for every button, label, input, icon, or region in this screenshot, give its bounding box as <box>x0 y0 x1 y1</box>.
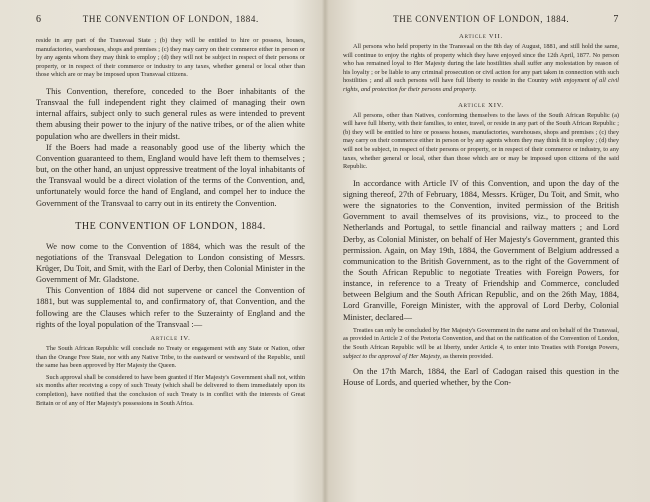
article-heading: Article VII. <box>459 33 503 40</box>
left-page-body <box>36 37 305 408</box>
italic-text: with enjoyment of all civil rights, and protection for their persons and property. <box>343 77 619 93</box>
paragraph-text: , as therein provided. <box>440 352 493 360</box>
right-page <box>327 0 650 502</box>
paragraph: All persons, other than Natives, conforming themselves to the laws of the South African Republic (a) will have full liberty, with their families, to enter, travel, or reside in any part of the South African Republic ; (b) they will be entitled to hire or possess houses, manufactories, warehouses, shops and premises ; (c) they may carry on their commerce either in person or by any agents whom they may think fit to employ ; (d) they will not be subject, in respect of their persons or property, or in respect of their commerce or industry, to any taxes, whether general or local, other than those which are or may be imposed upon citizens of the said Republic. <box>343 111 619 171</box>
left-page-header <box>36 14 306 25</box>
article-heading: Article IV. <box>150 334 191 342</box>
page-number: 6 <box>36 14 42 25</box>
running-head: THE CONVENTION OF LONDON, 1884. <box>82 14 259 24</box>
paragraph-text: Treaties can only be concluded by Her Majesty's Government in the name and on behalf of the Transvaal, as provided in Article 2 of the Pretoria Convention, and that on the ratification of the Convention of London, the South African Republic will be at liberty, under Article 4, to enter into Treaties with Foreign Powers, <box>343 326 620 351</box>
italic-text: subject to the approval of Her Majesty <box>343 352 440 360</box>
paragraph: The South African Republic will conclude no Treaty or engagement with any State or Nation, other than the Orange Free State, nor with any Native Tribe, to the eastward or westward of the Republic, until the same has been approved by Her Majesty the Queen. <box>36 344 305 370</box>
paragraph-text: All persons who held property in the Transvaal on the 8th day of August, 1881, and still hold the same, will continue to enjoy the rights of property which they have enjoyed since the 12th April, 1877. No person who has remained loyal to Her Majesty during the late hostilities shall suffer any molestation by reason of his loyalty ; or be liable to any criminal prosecution or civil action for any part taken in connection with such hostilities ; and all such persons will have full liberty to reside in the Country <box>343 43 619 85</box>
paragraph <box>343 327 619 361</box>
paragraph: Such approval shall be considered to have been granted if Her Majesty's Government shall not, within six months after receiving a copy of such Treaty (which shall be delivered to them immediately upon its completion), have notified that the conclusion of such Treaty is in conflict with the interests of Great Britain or of any of Her Majesty's possessions in South Africa. <box>36 373 305 407</box>
paragraph: This Convention, therefore, conceded to the Boer inhabitants of the Transvaal the full independent right they claimed of managing their own internal affairs, subject only to such general rules as were intended to prevent them abusing their power to the injury of the native tribes, or of the alien white population who are dwellers in their midst. <box>36 86 305 141</box>
paragraph: reside in any part of the Transvaal State ; (b) they will be entitled to hire or possess, houses, manufactories, warehouses, shops and premises ; (c) they may carry on their commerce either in person or by any agents whom they may think to employ ; (d) they will not be subject in respect of their persons or property, or in respect of their commerce or industry to any taxes, whether general or local other than those which are or may be imposed upon Transvaal citizens. <box>36 37 305 79</box>
page-number: 7 <box>613 14 619 25</box>
running-head: THE CONVENTION OF LONDON, 1884. <box>393 14 570 24</box>
right-page-header <box>343 14 619 25</box>
paragraph <box>343 43 619 95</box>
paragraph: In accordance with Article IV of this Convention, and upon the day of the signing thereof, 27th of February, 1884, Messrs. Krüger, Du Toit, and Smit, who were the signatories to the Convention, invited permission of the British Government to avail themselves of its provisions, viz., to proceed to the Netherlands and Portugal, to settle financial and railway matters ; and Lord Derby, as Colonial Minister, on behalf of Her Majesty's Government, granted this permission. Again, on May 19th, 1884, the Government of Belgium addressed a communication to the British Government, as to the right of the Government of the South African Republic to negotiate Treaties with Foreign Powers, for instance, in reference to a Treaty of Friendship and Commerce, concluded between Belgium and the South African Republic, and on the 26th May, 1884, Lord Granville, Foreign Minister, with the approval of Lord Derby, Colonial Minister, declared— <box>343 178 619 322</box>
section-title: THE CONVENTION OF LONDON, 1884. <box>75 220 266 232</box>
paragraph: On the 17th March, 1884, the Earl of Cadogan raised this question in the House of Lords, and queried whether, by the Con- <box>343 367 619 388</box>
right-page-body <box>343 33 619 388</box>
article-heading: Article XIV. <box>458 101 504 109</box>
paragraph: This Convention of 1884 did not supervene or cancel the Convention of 1881, but was supplemental to, and confirmatory of, that Convention, and the following are the Clauses which refer to the Suzerainty of England and the rights of the loyal population of the Transvaal :— <box>36 286 305 329</box>
paragraph: If the Boers had made a reasonably good use of the liberty which the Convention guaranteed to them, England would have left them to themselves ; but, on the other hand, an unjust oppressive treatment of the loyal inhabitants of the Transvaal would be a direct violation of the terms of the Convention, and, unfortunately would force the hand of England, and compel her to induce the Government of the Transvaal to carry out in its entirety the Convention. <box>36 142 305 208</box>
paragraph: We now come to the Convention of 1884, which was the result of the negotiations of the Transvaal Delegation to London consisting of Messrs. Krüger, Du Toit, and Smit, with the Earl of Derby, then Colonial Minister in the Government of Mr. Gladstone. <box>36 241 305 285</box>
